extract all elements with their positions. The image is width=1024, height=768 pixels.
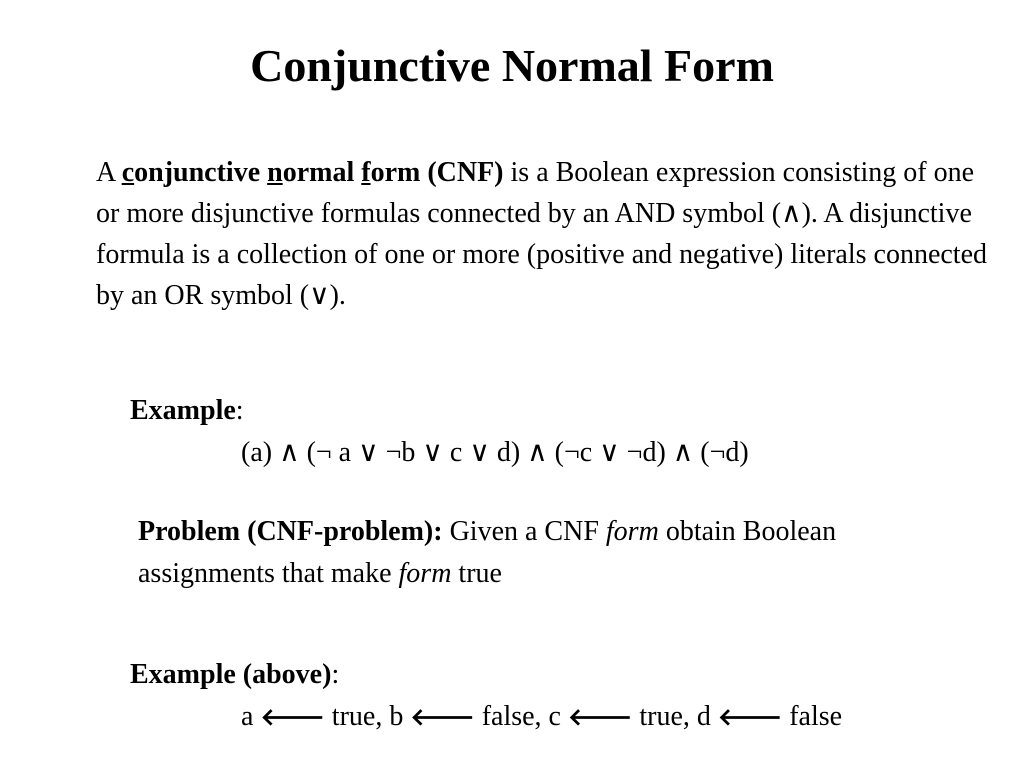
- term-part-onjunctive: onjunctive: [134, 157, 268, 188]
- problem-text-1: Given a CNF: [442, 516, 606, 547]
- left-arrow-icon: 🡐: [567, 703, 633, 731]
- assignment-value-d: false: [782, 701, 843, 732]
- example-above-colon: :: [331, 659, 340, 690]
- problem-form-2: form: [398, 558, 452, 589]
- term-letter-c: c: [121, 157, 135, 188]
- assignment-value-a: true,: [324, 701, 383, 732]
- definition-body: is a Boolean expression consisting of one or more disjunctive formulas connected by an AND symbol (∧). A disjunctive formula is a collection of one or more (positive and negative) literals connected by an OR symbol (∨).: [96, 157, 988, 311]
- term-letter-f: f: [361, 157, 371, 188]
- problem-label: Problem (CNF-problem):: [138, 516, 443, 547]
- definition-lead: A: [96, 157, 122, 188]
- problem-form-1: form: [605, 516, 659, 547]
- left-arrow-icon: 🡐: [260, 703, 325, 731]
- cnf-formula: (a) ∧ (¬ a ∨ ¬b ∨ c ∨ d) ∧ (¬c ∨ ¬d) ∧ (¬d): [241, 437, 749, 468]
- problem-text-3: true: [451, 558, 502, 589]
- cnf-term: [122, 157, 504, 188]
- cnf-definition: [96, 152, 996, 316]
- left-arrow-icon: 🡐: [717, 703, 783, 731]
- term-letter-n: n: [267, 157, 283, 188]
- assignment-line: [241, 698, 842, 736]
- problem-text-2: obtain Boolean assignments that make: [138, 516, 837, 589]
- left-arrow-icon: 🡐: [410, 703, 475, 731]
- assignment-value-b: false,: [474, 701, 542, 732]
- assignment-var-b: b: [382, 701, 411, 732]
- example-above-heading: [130, 656, 339, 694]
- example-colon: :: [235, 395, 244, 426]
- assignment-var-d: d: [689, 701, 718, 732]
- example-heading: [130, 392, 244, 430]
- example-label: Example: [130, 395, 236, 426]
- assignment-var-a: a: [241, 701, 261, 732]
- assignment-var-c: c: [541, 701, 568, 732]
- example-above-label: Example (above): [130, 659, 332, 690]
- term-part-ormal: ormal: [282, 157, 362, 188]
- slide-title: Conjunctive Normal Form: [250, 40, 774, 91]
- assignment-value-c: true,: [632, 701, 690, 732]
- problem-statement: [138, 511, 958, 595]
- term-part-orm: orm (CNF): [370, 157, 504, 188]
